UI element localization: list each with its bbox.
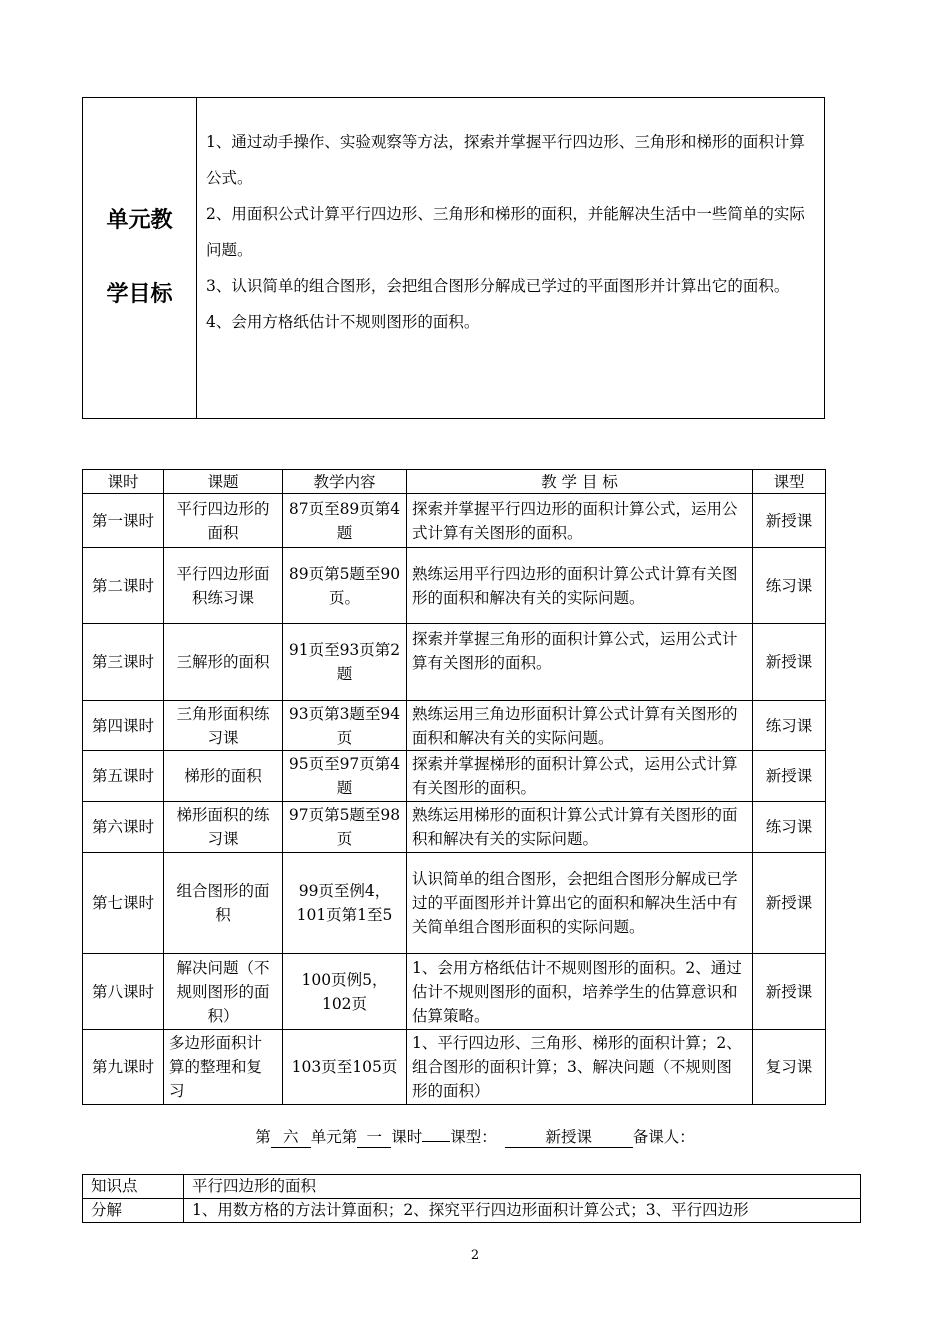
table-row [83, 954, 826, 1030]
cell-period: 第五课时 [83, 751, 164, 802]
lesson-number: 一 [357, 1127, 391, 1148]
table-row [83, 751, 826, 802]
cell-label: 知识点 [83, 1175, 184, 1199]
cell-content: 95页至97页第4题 [283, 751, 407, 802]
lesson-plan-header [0, 1125, 950, 1148]
table-row [83, 853, 826, 954]
cell-period: 第一课时 [83, 494, 164, 548]
objective-item: 1、通过动手操作、实验观察等方法，探索并掌握平行四边形、三角形和梯形的面积计算公式。 [206, 133, 805, 187]
cell-topic: 梯形的面积 [164, 751, 283, 802]
cell-goal: 1、会用方格纸估计不规则图形的面积。2、通过估计不规则图形的面积，培养学生的估算意识和估算策略。 [407, 954, 753, 1030]
cell-content: 103页至105页 [283, 1030, 407, 1105]
cell-goal: 熟练运用梯形的面积计算公式计算有关图形的面积和解决有关的实际问题。 [407, 802, 753, 853]
header-content: 教学内容 [283, 470, 407, 494]
plan-text: 课时 [391, 1128, 423, 1146]
unit-objectives-table [82, 97, 825, 419]
cell-topic: 平行四边形的面积 [164, 494, 283, 548]
plan-text: 单元第 [310, 1128, 358, 1146]
objectives-label-line2: 学目标 [106, 282, 173, 307]
cell-topic: 三角形面积练习课 [164, 701, 283, 751]
table-row [83, 1175, 861, 1199]
cell-content: 89页第5题至90页。 [283, 548, 407, 624]
lesson-type: 新授课 [505, 1127, 633, 1148]
cell-label: 分解 [83, 1199, 184, 1223]
cell-topic: 解决问题（不规则图形的面积） [164, 954, 283, 1030]
cell-topic: 平行四边形面积练习课 [164, 548, 283, 624]
table-header-row [83, 470, 826, 494]
cell-type: 练习课 [753, 802, 826, 853]
table-row [83, 1199, 861, 1223]
header-period: 课时 [83, 470, 164, 494]
cell-goal: 探索并掌握梯形的面积计算公式，运用公式计算有关图形的面积。 [407, 751, 753, 802]
header-topic: 课题 [164, 470, 283, 494]
objectives-body [197, 98, 824, 418]
cell-goal: 探索并掌握三角形的面积计算公式，运用公式计算有关图形的面积。 [407, 624, 753, 701]
table-row [83, 624, 826, 701]
table-row [83, 548, 826, 624]
cell-content: 91页至93页第2题 [283, 624, 407, 701]
cell-type: 新授课 [753, 853, 826, 954]
cell-topic: 梯形面积的练习课 [164, 802, 283, 853]
cell-type: 练习课 [753, 548, 826, 624]
cell-value: 1、用数方格的方法计算面积；2、探究平行四边形面积计算公式；3、平行四边形 [184, 1199, 861, 1223]
table-row [83, 802, 826, 853]
header-type: 课型 [753, 470, 826, 494]
cell-type: 新授课 [753, 751, 826, 802]
cell-topic: 多边形面积计算的整理和复习 [164, 1030, 283, 1105]
cell-topic: 组合图形的面积 [164, 853, 283, 954]
cell-goal: 熟练运用平行四边形的面积计算公式计算有关图形的面积和解决有关的实际问题。 [407, 548, 753, 624]
blank-line [422, 1141, 450, 1142]
lesson-schedule-table [82, 469, 826, 1105]
table-row [83, 701, 826, 751]
cell-type: 复习课 [753, 1030, 826, 1105]
plan-text: 第 [255, 1128, 271, 1146]
cell-content: 100页例5，102页 [283, 954, 407, 1030]
cell-period: 第四课时 [83, 701, 164, 751]
objectives-label-line1: 单元教 [106, 208, 173, 233]
objective-item: 2、用面积公式计算平行四边形、三角形和梯形的面积，并能解决生活中一些简单的实际问题。 [206, 205, 805, 259]
cell-type: 新授课 [753, 494, 826, 548]
cell-content: 87页至89页第4题 [283, 494, 407, 548]
cell-content: 97页第5题至98页 [283, 802, 407, 853]
objectives-label [83, 98, 197, 418]
cell-type: 新授课 [753, 954, 826, 1030]
table-row [83, 1030, 826, 1105]
cell-goal: 1、平行四边形、三角形、梯形的面积计算；2、组合图形的面积计算；3、解决问题（不规则图形的面积） [407, 1030, 753, 1105]
cell-period: 第八课时 [83, 954, 164, 1030]
cell-value: 平行四边形的面积 [184, 1175, 861, 1199]
cell-topic: 三解形的面积 [164, 624, 283, 701]
knowledge-point-table [82, 1174, 861, 1223]
cell-goal: 探索并掌握平行四边形的面积计算公式，运用公式计算有关图形的面积。 [407, 494, 753, 548]
cell-period: 第三课时 [83, 624, 164, 701]
cell-goal: 认识简单的组合图形，会把组合图形分解成已学过的平面图形并计算出它的面积和解决生活中有关简单组合图形面积的实际问题。 [407, 853, 753, 954]
cell-goal: 熟练运用三角边形面积计算公式计算有关图形的面积和解决有关的实际问题。 [407, 701, 753, 751]
header-goal: 教 学 目 标 [407, 470, 753, 494]
objective-item: 4、会用方格纸估计不规则图形的面积。 [206, 313, 480, 331]
plan-text: 备课人： [632, 1128, 695, 1146]
objective-item: 3、认识简单的组合图形，会把组合图形分解成已学过的平面图形并计算出它的面积。 [206, 277, 790, 295]
page-number: 2 [470, 1248, 480, 1263]
cell-period: 第二课时 [83, 548, 164, 624]
unit-number: 六 [271, 1127, 311, 1148]
table-row [83, 494, 826, 548]
cell-type: 新授课 [753, 624, 826, 701]
cell-content: 93页第3题至94页 [283, 701, 407, 751]
plan-text: 课型： [450, 1128, 497, 1146]
cell-period: 第七课时 [83, 853, 164, 954]
cell-period: 第九课时 [83, 1030, 164, 1105]
cell-period: 第六课时 [83, 802, 164, 853]
cell-content: 99页至例4，101页第1至5 [283, 853, 407, 954]
cell-type: 练习课 [753, 701, 826, 751]
